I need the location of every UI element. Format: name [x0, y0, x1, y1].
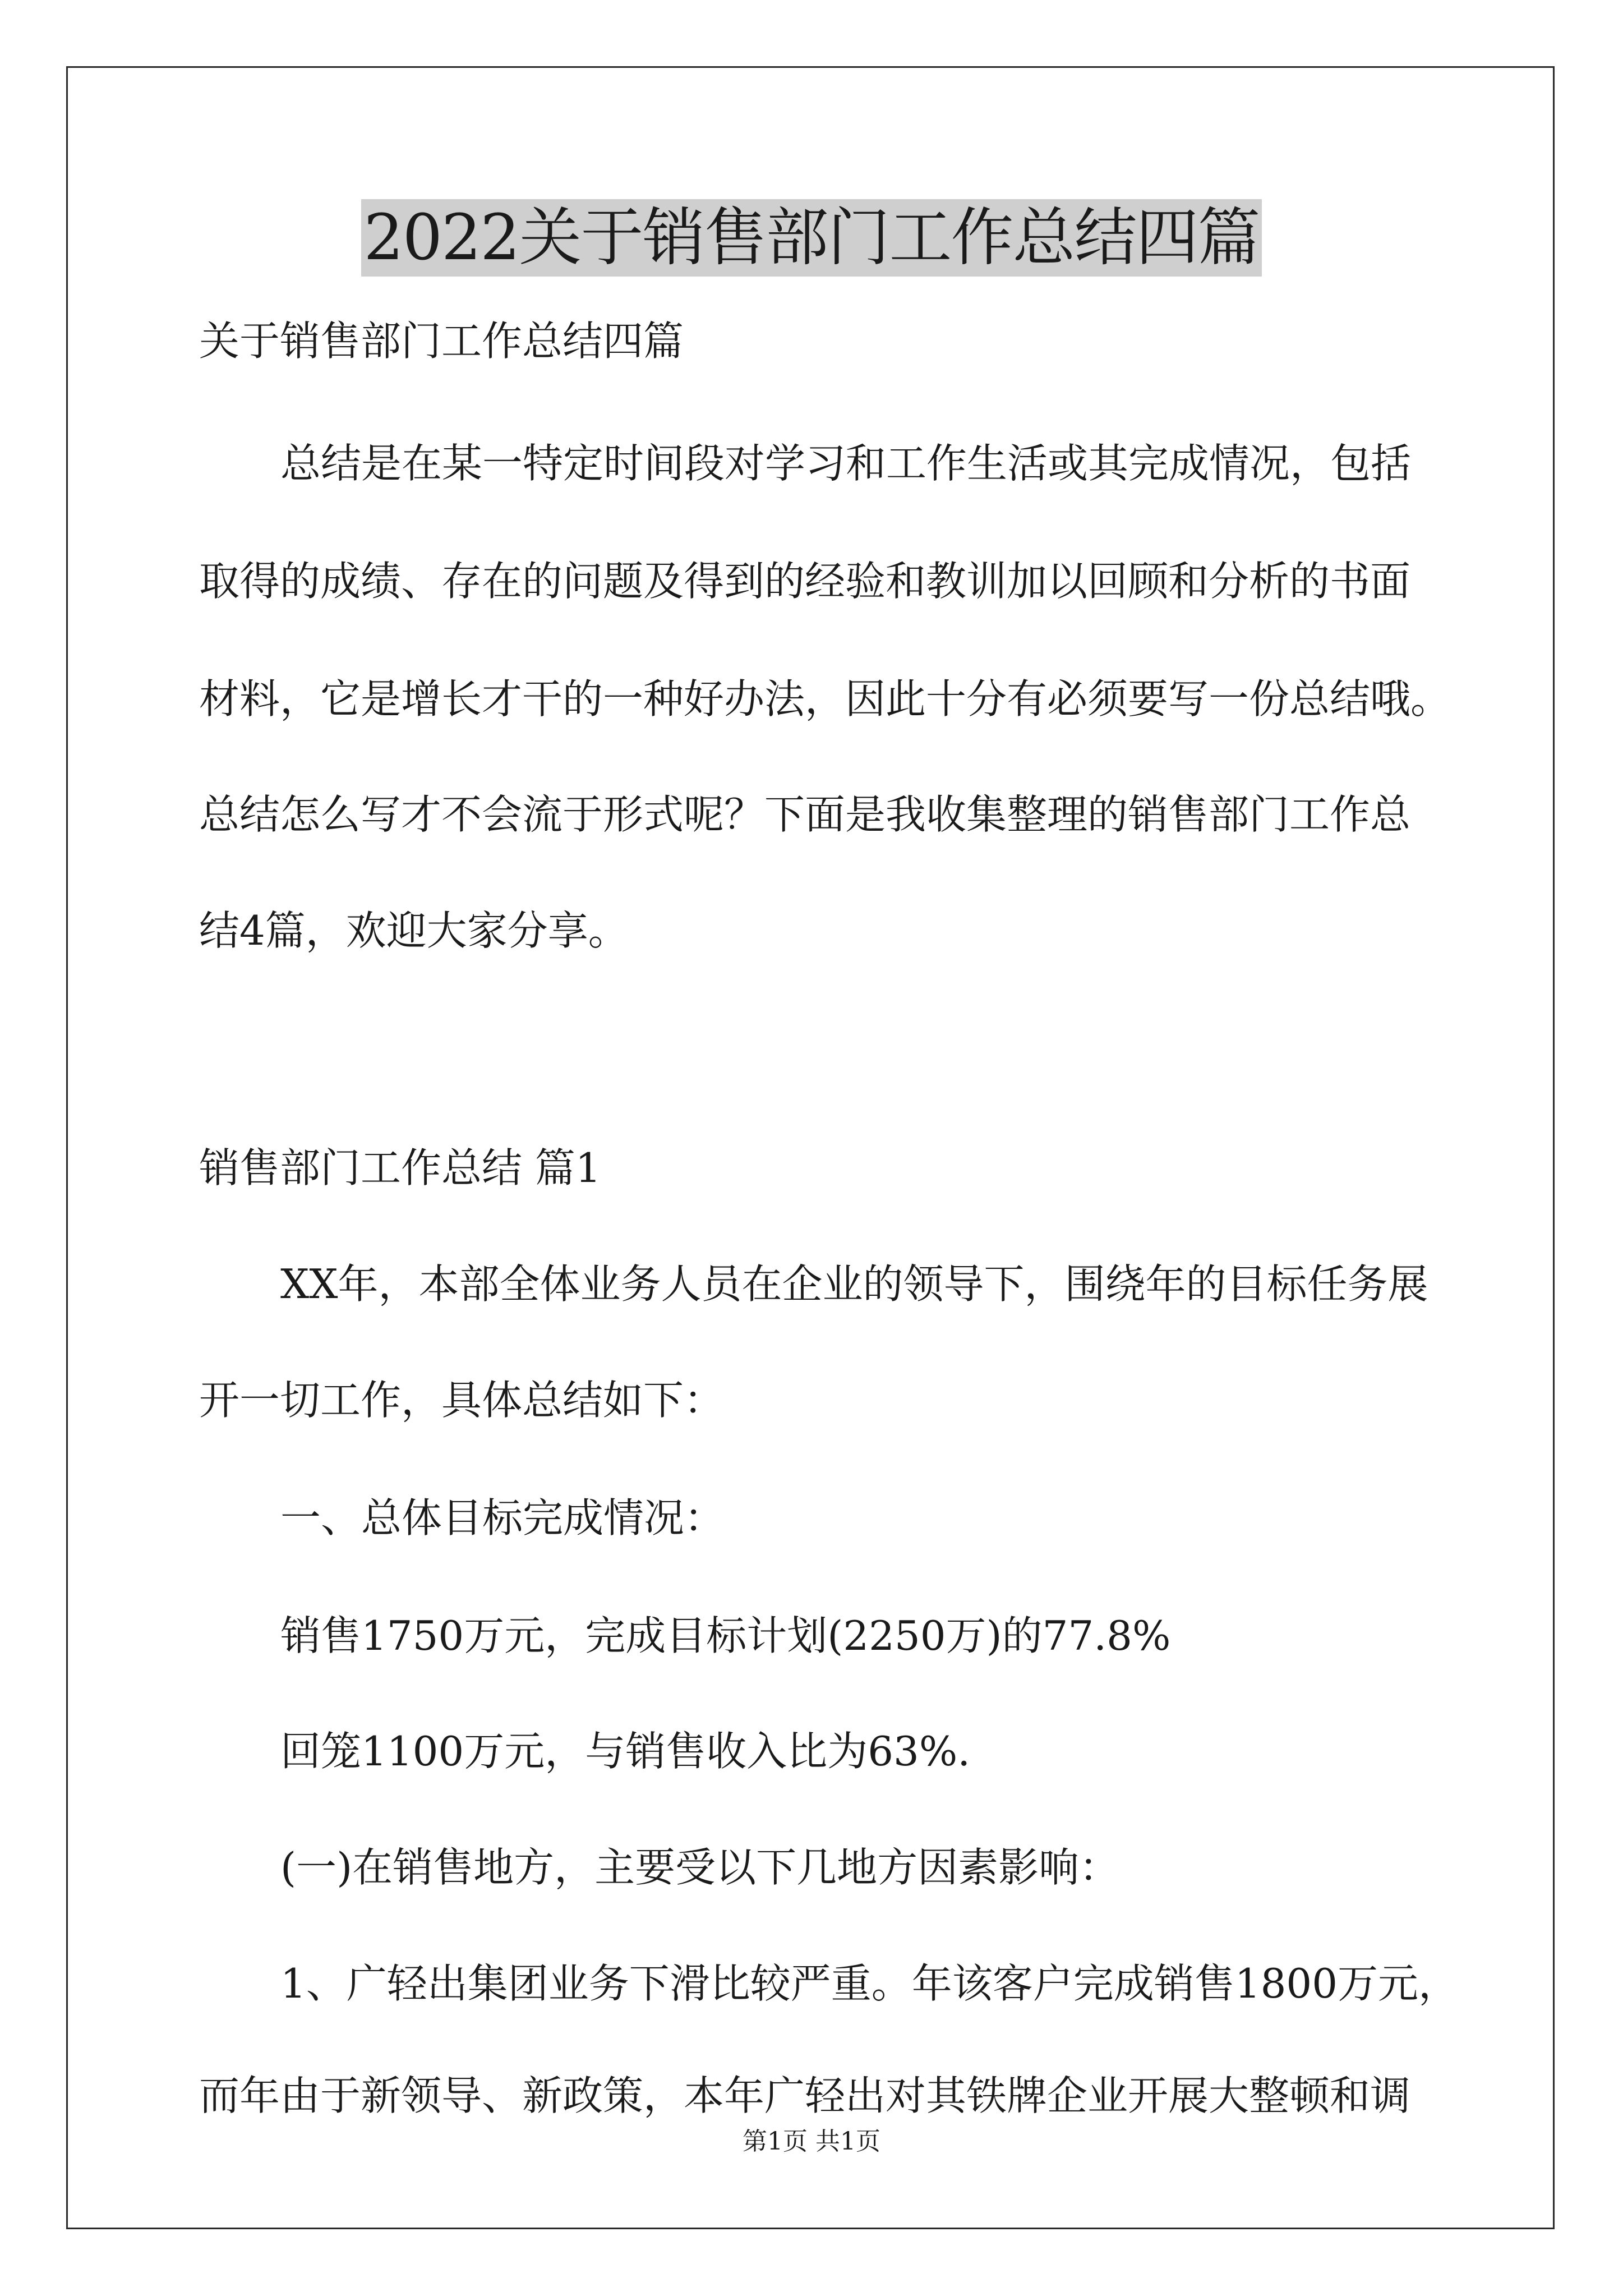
- section-1-line-2: 开一切工作，具体总结如下：: [199, 1377, 725, 1424]
- intro-line-5: 结4篇，欢迎大家分享。: [199, 907, 629, 954]
- section-1-line-5: 回笼1100万元，与销售收入比为63%.: [280, 1728, 971, 1775]
- intro-line-2: 取得的成绩、存在的问题及得到的经验和教训加以回顾和分析的书面: [199, 558, 1411, 605]
- page-footer: 第1页 共1页: [743, 2127, 880, 2156]
- document-title-block: [0, 199, 1623, 277]
- document-subtitle: 关于销售部门工作总结四篇: [199, 318, 684, 365]
- document-title: 2022关于销售部门工作总结四篇: [361, 199, 1261, 277]
- section-1-line-7: 1、广轻出集团业务下滑比较严重。年该客户完成销售1800万元，: [280, 1960, 1459, 2007]
- section-1-line-4: 销售1750万元，完成目标计划(2250万)的77.8%: [280, 1612, 1171, 1659]
- section-1-line-8: 而年由于新领导、新政策，本年广轻出对其铁牌企业开展大整顿和调: [199, 2072, 1411, 2119]
- section-1-line-6: (一)在销售地方，主要受以下几地方因素影响：: [280, 1844, 1120, 1891]
- intro-line-4: 总结怎么写才不会流于形式呢？下面是我收集整理的销售部门工作总: [199, 791, 1411, 838]
- section-1-line-3: 一、总体目标完成情况：: [280, 1494, 725, 1542]
- intro-line-1: 总结是在某一特定时间段对学习和工作生活或其完成情况，包括: [280, 440, 1412, 487]
- section-1-heading: 销售部门工作总结 篇1: [199, 1144, 601, 1191]
- intro-line-3: 材料，它是增长才干的一种好办法，因此十分有必须要写一份总结哦。: [199, 675, 1451, 723]
- section-1-line-1: XX年，本部全体业务人员在企业的领导下，围绕年的目标任务展: [280, 1260, 1428, 1308]
